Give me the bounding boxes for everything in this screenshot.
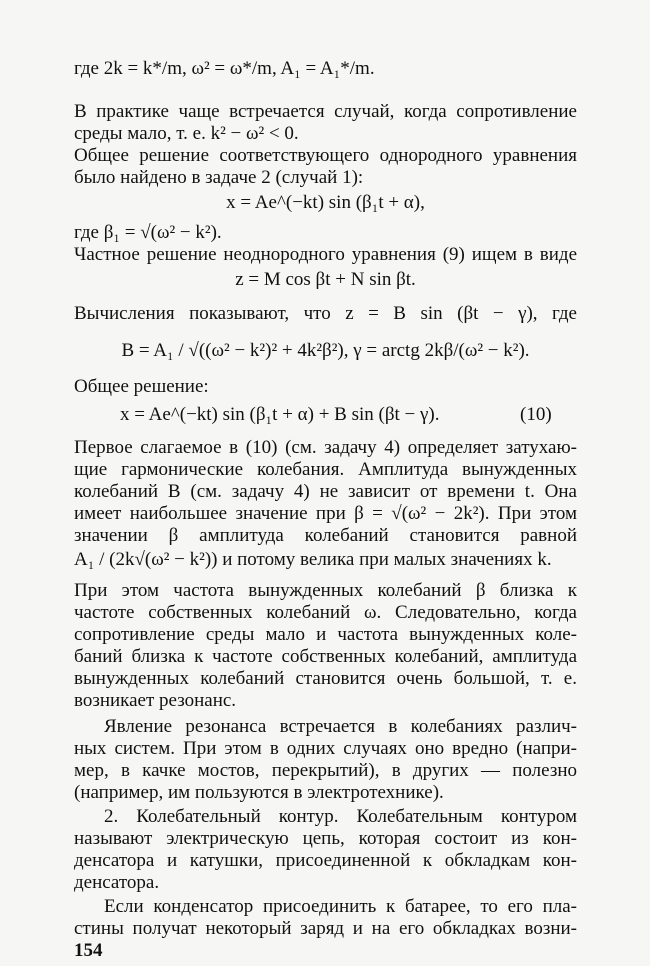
text-line: частоте собственных колебаний ω. Следовательно, когда [74, 602, 577, 623]
text-line: называют электрическую цепь, которая состоит из кон- [74, 828, 577, 849]
text-line: При этом частота вынужденных колебаний β близка к [74, 580, 577, 601]
text-line: Общее решение соответствующего однородного уравнения [74, 145, 577, 166]
text-line: денсатора. [74, 872, 160, 893]
equation-number: (10) [520, 404, 552, 425]
text-line: В практике чаще встречается случай, когда сопротивление [74, 101, 577, 122]
text-line: колебаний B (см. задачу 4) не зависит от времени t. Она [74, 481, 577, 502]
formula-amplitude-phase: B = A₁ / √((ω² − k²)² + 4k²β²), γ = arctg 2kβ/(ω² − k²). [121, 340, 530, 361]
text-line: (например, им пользуются в электротехнике). [74, 782, 444, 803]
formula-general-solution: x = Ae^(−kt) sin (β₁t + α) + B sin (βt − γ). [120, 404, 440, 425]
text-line: стины получат некоторый заряд и на его обкладках возни- [74, 918, 577, 939]
text-line: Вычисления показывают, что z = B sin (βt − γ), где [74, 303, 577, 324]
text-line: денсатора и катушки, присоединенной к обкладкам кон- [74, 850, 577, 871]
text-line: Частное решение неоднородного уравнения (9) ищем в виде [74, 244, 577, 265]
text-line: Общее решение: [74, 376, 209, 397]
text-line: ных систем. При этом в одних случаях оно вредно (напри- [74, 738, 577, 759]
line-definitions: где 2k = k*/m, ω² = ω*/m, A₁ = A₁*/m. [74, 58, 375, 79]
text-line: имеет наибольшее значение при β = √(ω² − 2k²). При этом [74, 503, 577, 524]
text-line: щие гармонические колебания. Амплитуда вынужденных [74, 459, 577, 480]
text-line: значении β амплитуда колебаний становится равной [74, 525, 577, 546]
formula-particular-solution: z = M cos βt + N sin βt. [235, 269, 416, 290]
text-line: Первое слагаемое в (10) (см. задачу 4) определяет затухаю- [74, 437, 577, 458]
text-line: возникает резонанс. [74, 690, 237, 711]
text-line: Если конденсатор присоединить к батарее, то его пла- [104, 896, 577, 917]
text-line: сопротивление среды мало и частота вынужденных коле- [74, 624, 577, 645]
formula-homogeneous-solution: x = Ae^(−kt) sin (β₁t + α), [226, 192, 425, 213]
page-number: 154 [74, 940, 103, 961]
text-line: Явление резонанса встречается в колебаниях различ- [104, 716, 577, 737]
section-heading-line: 2. Колебательный контур. Колебательным контуром [104, 806, 577, 827]
text-line: A₁ / (2k√(ω² − k²)) и потому велика при малых значениях k. [74, 549, 552, 570]
text-line: вынужденных колебаний становится очень большой, т. е. [74, 668, 577, 689]
formula-beta1: где β₁ = √(ω² − k²). [74, 222, 222, 243]
text-line: среды мало, т. е. k² − ω² < 0. [74, 123, 299, 144]
text-line: мер, в качке мостов, перекрытий), в других — полезно [74, 760, 577, 781]
text-line: было найдено в задаче 2 (случай 1): [74, 167, 364, 188]
text-line: баний близка к частоте собственных колебаний, амплитуда [74, 646, 577, 667]
